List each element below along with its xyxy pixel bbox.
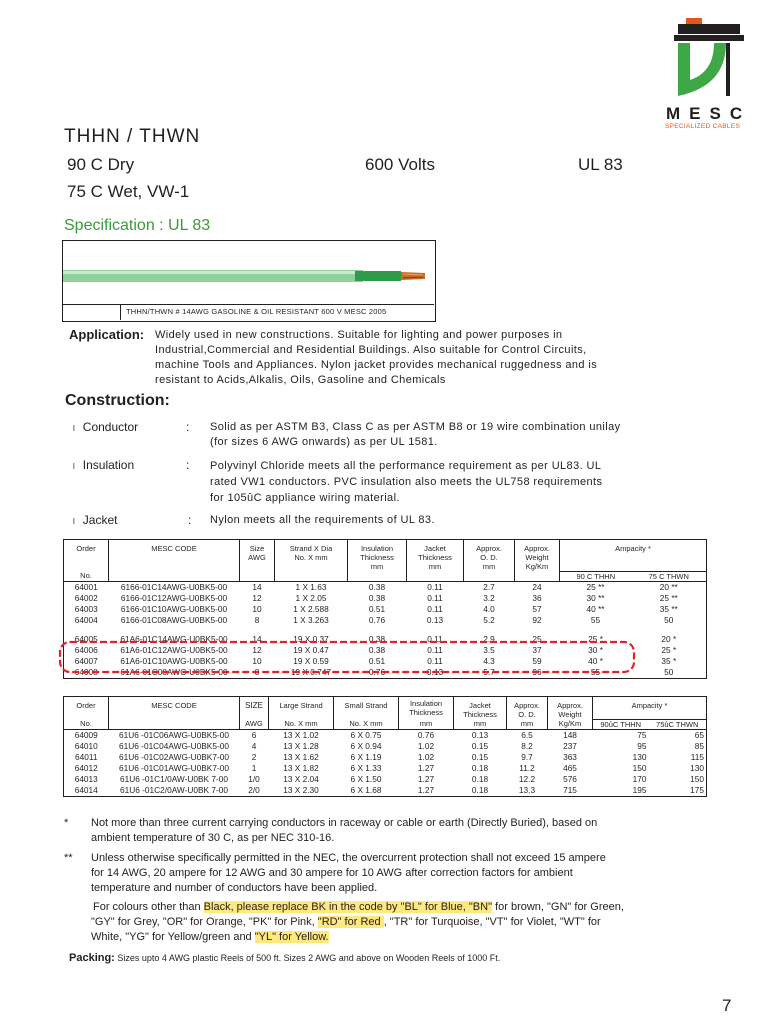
table-cell: 237 [563,740,577,751]
table-cell: 150 [632,762,647,773]
jacket-text: Nylon meets all the requirements of UL 83. [210,514,435,526]
page-number: 7 [722,996,732,1015]
table-cell: 0.11 [427,655,443,666]
table-cell: 363 [563,751,577,762]
table-cell: 4.0 [483,603,495,614]
table-cell: 175 [690,784,704,795]
table-cell: 6166-01C08AWG-U0BK5-00 [120,614,228,625]
table-cell: 37 [532,644,542,655]
table-cell: 6166-01C12AWG-U0BK5-00 [120,592,228,603]
table-cell: 55 [590,666,601,677]
table-cell: 130 [690,762,704,773]
table-cell: 465 [563,762,577,773]
cable-icon [63,241,435,305]
table-cell: 6 X 0.75 [350,729,382,740]
table-cell: 0.18 [471,784,489,795]
table-cell: 64005 [74,633,98,644]
colour-note: For colours other than Black, please replace BK in the code by "BL" for Blue, "BN" for brown, "GN" for Green, "GY" for Grey, "OR" for Orange, "PK" for Pink, "RD" for Red , "TR" for Turquoise, "VT" for Violet, "WT" for White, "YG" for Yellow/green and "YL" for Yellow. [91,901,624,943]
table-cell: 64002 [74,592,98,603]
table-cell: 1 X 2.588 [293,603,329,614]
temp-dry: 90 C Dry [67,155,135,174]
table-cell: 64006 [74,644,98,655]
application-text [155,328,597,388]
table-cell: 20 ** [659,581,678,592]
table-cell: 0.38 [368,592,386,603]
table-cell: 10 [252,655,262,666]
table-cell: 61U6 -01C04AWG-U0BK5-00 [119,740,229,751]
table-cell: 13 X 1.62 [283,751,319,762]
table-cell: 64007 [74,655,98,666]
table-cell: 0.15 [471,740,489,751]
table-cell: 4.3 [483,655,495,666]
table-cell: 64012 [74,762,98,773]
table-cell: 0.13 [426,666,444,677]
table-cell: 19 X 0.47 [293,644,329,655]
conductor-text: Solid as per ASTM B3, Class C as per ASTM B8 or 19 wire combination unilay (for sizes 6 AWG onwards) as per UL 1581. [210,421,621,448]
application-line: resistant to Acids,Alkalis, Oils, Gasoline and Chemicals [155,374,446,386]
table-cell: 92 [532,614,542,625]
table-cell: 30 * [588,644,603,655]
logo-mark-icon [668,18,746,108]
table-cell: 6 X 0.94 [350,740,382,751]
table-cell: 130 [632,751,647,762]
table-cell: 35 * [661,655,677,666]
table-cell: 10 [252,603,262,614]
table-cell: 61A6-01C08AWG-U0BK5-00 [120,666,228,677]
table-cell: 61A6-01C12AWG-U0BK5-00 [120,644,228,655]
table-cell: 40 ** [586,603,605,614]
table-cell: 13.3 [518,784,536,795]
table-cell: 40 * [588,655,603,666]
table-cell: 64004 [74,614,98,625]
table-cell: 1.02 [417,751,435,762]
table-cell: 85 [694,740,704,751]
table-cell: 576 [563,773,577,784]
table-cell: 19 X 0.747 [290,666,332,677]
table-cell: 20 * [661,633,677,644]
table-cell: 61A6-01C14AWG-U0BK5-00 [120,633,228,644]
table-cell: 12 [252,644,262,655]
table-row [64,615,707,626]
table-cell: 6 X 1.33 [350,762,382,773]
note-star2-mark: ** [64,852,73,864]
table-row [64,752,707,763]
voltage: 600 Volts [365,155,435,174]
table-cell: 715 [563,784,577,795]
specification: Specification : UL 83 [64,217,211,234]
insulation-text: Polyvinyl Chloride meets all the performance requirement as per UL83. UL rated VW1 conductors. PVC insulation also meets the UL758 requirements for 105ûC appliance wiring material. [210,460,603,504]
table-cell: 0.38 [368,633,386,644]
table-cell: 61U6 -01C02AWG-U0BK7-00 [119,751,229,762]
table-cell: 6.5 [521,729,533,740]
construction-heading: Construction: [65,392,170,409]
table-cell: 0.18 [471,762,489,773]
bullet-icon: l [73,462,75,471]
ul-rating: UL 83 [578,155,623,174]
table-cell: 6 [251,729,257,740]
table-cell: 0.76 [368,666,386,677]
table-cell: 1 X 3.263 [293,614,329,625]
table-cell: 0.76 [368,614,386,625]
table-cell: 170 [632,773,647,784]
table-cell: 24 [532,581,542,592]
application-line: machine Tools and Appliances. Nylon jacket provides mechanical ruggedness and is [155,359,598,371]
bullet-icon: l [73,517,75,526]
table-cell: 1.27 [417,784,435,795]
table-cell: 3.2 [483,592,495,603]
table-cell: 0.13 [471,729,489,740]
colon: : [186,458,190,472]
table-cell: 55 [590,614,601,625]
table-cell: 64001 [74,581,98,592]
note-star1-mark: * [64,817,69,829]
table-cell: 0.76 [417,729,435,740]
table-cell: 1.27 [417,762,435,773]
table-cell: 0.18 [471,773,489,784]
table-row [64,604,707,615]
table-cell: 4 [251,740,257,751]
table-cell: 115 [690,751,704,762]
table-cell: 12 [252,592,262,603]
table-cell: 2/0 [248,784,260,795]
table-cell: 6 X 1.19 [350,751,382,762]
table-cell: 50 [664,614,674,625]
table-cell: 3.5 [483,644,495,655]
table-cell: 6166-01C10AWG-U0BK5-00 [120,603,228,614]
table-cell: 195 [632,784,647,795]
table-cell: 13 X 2.30 [283,784,319,795]
table-row [64,774,707,785]
table-cell: 25 * [588,633,603,644]
table-cell: 25 ** [586,581,605,592]
table-row [64,785,707,797]
table-cell: 64010 [74,740,98,751]
table-cell: 1 X 1.63 [295,581,327,592]
table-cell: 1.02 [417,740,435,751]
table-row [64,741,707,752]
table-cell: 19 X 0.37 [293,633,329,644]
table-cell: 2.9 [483,633,495,644]
conductor-label: l Conductor [73,420,139,434]
table-cell: 65 [694,729,704,740]
table-cell: 0.51 [368,603,386,614]
note-star2: Unless otherwise specifically permitted in the NEC, the overcurrent protection shall not exceed 15 ampere for 14 AWG, 20 ampere for 12 AWG and 30 ampere for 10 AWG after correction factors for ambient temperature and number of conductors have been applied. [91,852,606,894]
table-cell: 1.27 [417,773,435,784]
cable-print-label: THHN/THWN # 14AWG GASOLINE & OIL RESISTANT 600 V MESC 2005 [126,307,387,316]
table-cell: 61U6 -01C06AWG-U0BK5-00 [119,729,229,740]
table-cell: 50 [664,666,674,677]
table-cell: 9.7 [521,751,533,762]
table-cell: 0.11 [427,581,443,592]
table-cell: 64003 [74,603,98,614]
spacer-row [64,626,707,634]
table-cell: 64014 [74,784,98,795]
table-cell: 5.7 [483,666,495,677]
table-cell: 0.11 [427,633,443,644]
table-cell: 0.11 [427,644,443,655]
table-cell: 13 X 2.04 [283,773,319,784]
red-highlight-ring [58,640,636,674]
table-cell: 1/0 [248,773,260,784]
table-row [64,729,707,741]
table-cell: 30 ** [586,592,605,603]
table-cell: 61U6 -01C1/0AW-U0BK 7-00 [120,773,228,784]
table-cell: 6 X 1.50 [350,773,382,784]
table-cell: 2.7 [483,581,495,592]
table-cell: 64008 [74,666,98,677]
table-cell: 8 [254,666,260,677]
table-cell: 6 X 1.68 [350,784,382,795]
table-cell: 36 [532,592,542,603]
table-cell: 0.38 [368,644,386,655]
table-cell: 75 [637,729,647,740]
table-cell: 64013 [74,773,98,784]
table-cell: 64011 [75,751,98,762]
logo-text: MESC [666,104,752,123]
table-cell: 5.2 [483,614,495,625]
table-cell: 1 X 2.05 [295,592,327,603]
table-cell: 19 X 0.59 [293,655,329,666]
table-cell: 8.2 [521,740,533,751]
temp-wet: 75 C Wet, VW-1 [67,182,190,201]
page-title: THHN / THWN [64,126,201,147]
table-cell: 1 [251,762,257,773]
table-cell: 148 [563,729,577,740]
table-cell: 25 [532,633,542,644]
table-cell: 11.2 [519,762,535,773]
application-label: Application: [69,327,145,342]
table-row [64,581,707,593]
table-cell: 0.11 [427,603,443,614]
table-cell: 57 [532,603,542,614]
application-line: Industrial,Commercial and Residential Buildings. Also suitable for Control Circuits, [155,344,587,356]
table-cell: 25 * [661,644,677,655]
spec-table-compact: Order MESC CODE SIZE Large Strand Small Strand Insulation Thickness Jacket Thickness Approx. O. D. Approx. Weight Ampacity * No. AWG No. X mm No. X mm mm mm mm Kg/Km 90ûC THHN 75ûC THWN 64009 61U6 -01C06AWG-U0BK5-00 6 13 X 1.02 6 X 0.75 0.76 0.13 6.5 148 75 65 64010 61U6 -01C04AWG-U0BK5-00 4 13 X 1.28 6 X 0.94 1.02 0.15 8.2 237 95 85 64011 61U6 -01C02AWG-U0BK7-00 2 13 X 1.62 6 X 1.19 1.02 0.15 9.7 363 130 115 64012 61U6 -01C01AWG-U0BK7-00 1 13 X 1.82 6 X 1.33 1.27 0.18 11.2 465 150 130 64013 61U6 -01C1/0AW-U0BK 7-00 1/0 13 X 2.04 6 X 1.50 1.27 0.18 12.2 576 170 150 64014 61U6 -01C2/0AW-U0BK 7-00 2/0 13 X 2.30 6 X 1.68 1.27 0.18 13.3 715 195 175 [63,696,707,797]
table-cell: 95 [637,740,647,751]
insulation-label: l Insulation [73,458,135,472]
table-row [64,763,707,774]
table-cell: 13 X 1.02 [283,729,319,740]
table-row [64,593,707,604]
table-cell: 0.51 [368,655,386,666]
table-cell: 8 [254,614,260,625]
colon: : [186,420,190,434]
table-cell: 0.13 [426,614,444,625]
table-cell: 61U6 -01C01AWG-U0BK7-00 [119,762,229,773]
table-cell: 96 [532,666,542,677]
colon: : [188,513,192,527]
table-cell: 14 [252,581,262,592]
bullet-icon: l [73,424,75,433]
table-cell: 64009 [74,729,98,740]
table-cell: 150 [690,773,704,784]
jacket-label: l Jacket [73,513,118,527]
table-cell: 25 ** [659,592,678,603]
packing-note: Packing: Sizes upto 4 AWG plastic Reels of 500 ft. Sizes 2 AWG and above on Wooden Reels of 1000 Ft. [69,952,501,964]
divider [120,304,121,320]
table-cell: 0.38 [368,581,386,592]
table-cell: 2 [251,751,257,762]
table-cell: 61U6 -01C2/0AW-U0BK 7-00 [120,784,228,795]
spec-table-solid-stranded: Order MESC CODE Size AWG Strand X Dia No. X mm Insulation Thickness mm Jacket Thickness mm Approx. O. D. mm Approx. Weight Kg/Km Ampacity * No. 90 C THHN 75 C THWN 64001 6166-01C14AWG-U0BK5-00 14 1 X 1.63 0.38 0.11 2.7 24 25 ** 20 ** 64002 6166-01C12AWG-U0BK5-00 12 1 X 2.05 0.38 0.11 3.2 36 30 ** 25 ** 64003 6166-01C10AWG-U0BK5-00 10 1 X 2.588 0.51 0.11 4.0 57 40 ** 35 ** 64004 6166-01C08AWG-U0BK5-00 8 1 X 3.263 0.76 0.13 5.2 92 55 50 64005 61A6-01C14AWG-U0BK5-00 14 19 X 0.37 0.38 0.11 2.9 25 25 * 20 * 64006 61A6-01C12AWG-U0BK5-00 12 19 X 0.47 0.38 0.11 3.5 37 30 * 25 * 64007 61A6-01C10AWG-U0BK5-00 10 19 X 0.59 0.51 0.11 4.3 59 40 * 35 * 64008 61A6-01C08AWG-U0BK5-00 8 19 X 0.747 0.76 0.13 5.7 96 55 50 [63,539,707,679]
logo-tagline: SPECIALIZED CABLES [665,123,741,130]
table-cell: 12.2 [518,773,536,784]
note-star1: Not more than three current carrying conductors in raceway or cable or earth (Directly Buried), based on ambient temperature of 30 C, as per NEC 310-16. [91,817,598,844]
table-cell: 13 X 1.28 [283,740,319,751]
table-cell: 59 [532,655,542,666]
table-cell: 14 [252,633,262,644]
table-cell: 13 X 1.82 [283,762,319,773]
table-cell: 35 ** [659,603,678,614]
table-cell: 0.15 [471,751,489,762]
table-cell: 6166-01C14AWG-U0BK5-00 [120,581,228,592]
table-cell: 61A6-01C10AWG-U0BK5-00 [120,655,228,666]
table-cell: 0.11 [427,592,443,603]
application-line: Widely used in new constructions. Suitable for lighting and power purposes in [155,329,563,341]
